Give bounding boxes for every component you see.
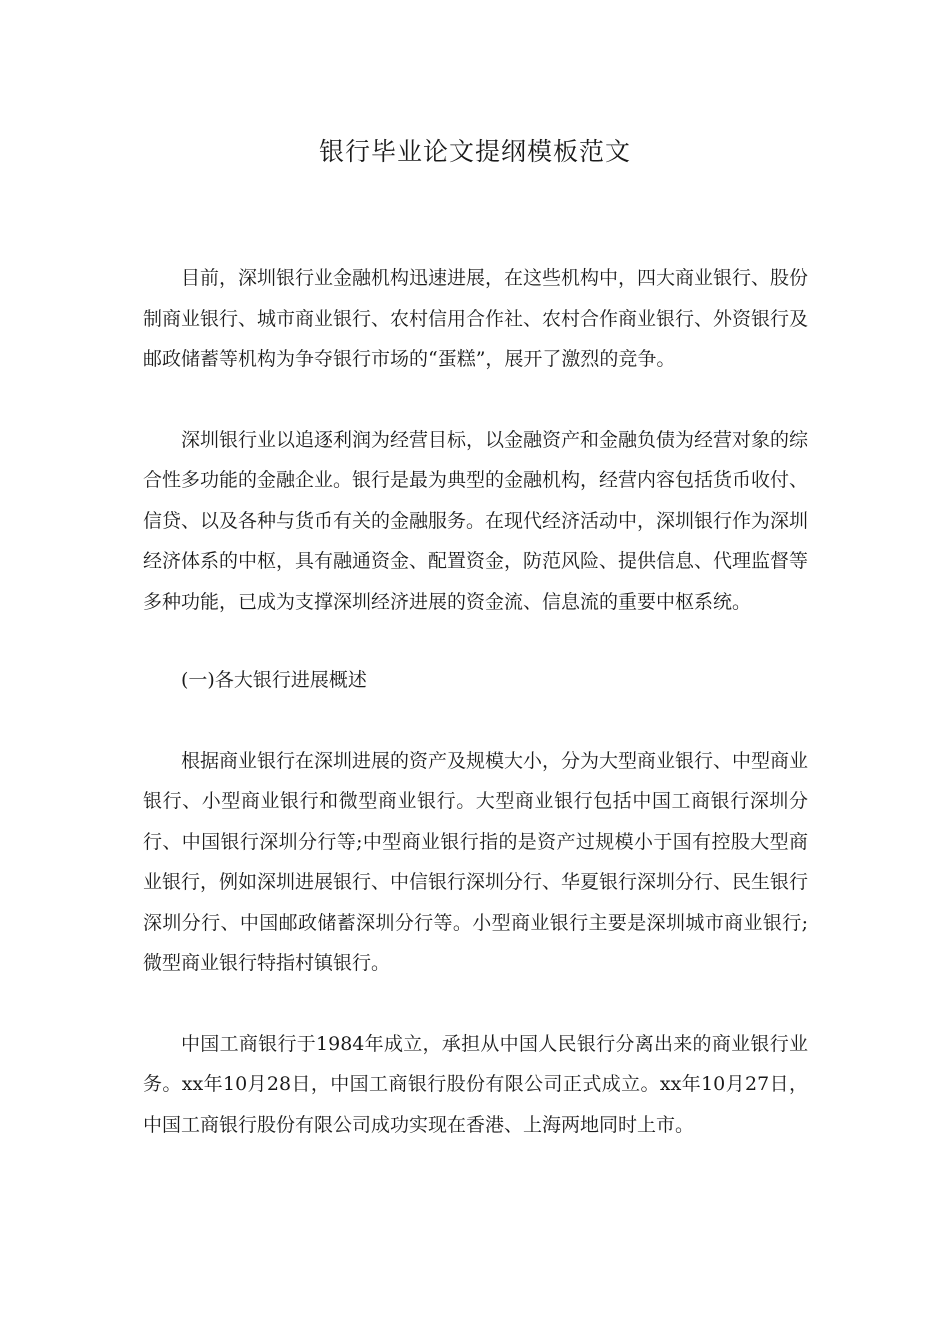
document-title: 银行毕业论文提纲模板范文: [318, 137, 631, 166]
section-heading: (一)各大银行进展概述: [181, 669, 367, 691]
paragraph-intro: 目前，深圳银行业金融机构迅速进展，在这些机构中，四大商业银行、股份制商业银行、城市商业银行、农村信用合作社、农村合作商业银行、外资银行及邮政储蓄等机构为争夺银行市场的“蛋糕”，展开了激烈的竞争。: [143, 267, 809, 370]
paragraph-icbc-history: 中国工商银行于1984年成立，承担从中国人民银行分离出来的商业银行业务。xx年10月28日，中国工商银行股份有限公司正式成立。xx年10月27日，中国工商银行股份有限公司成功实现在香港、上海两地同时上市。: [143, 1032, 808, 1136]
paragraph-bank-overview: 深圳银行业以追逐利润为经营目标，以金融资产和金融负债为经营对象的综合性多功能的金融企业。银行是最为典型的金融机构，经营内容包括货币收付、信贷、以及各种与货币有关的金融服务。在现代经济活动中，深圳银行作为深圳经济体系的中枢，具有融通资金、配置资金，防范风险、提供信息、代理监督等多种功能，已成为支撑深圳经济进展的资金流、信息流的重要中枢系统。: [143, 428, 809, 613]
paragraph-bank-classification: 根据商业银行在深圳进展的资产及规模大小，分为大型商业银行、中型商业银行、小型商业银行和微型商业银行。大型商业银行包括中国工商银行深圳分行、中国银行深圳分行等;中型商业银行指的是资产过规模小于国有控股大型商业银行，例如深圳进展银行、中信银行深圳分行、华夏银行深圳分行、民生银行深圳分行、中国邮政储蓄深圳分行等。小型商业银行主要是深圳城市商业银行;微型商业银行特指村镇银行。: [143, 749, 809, 974]
document-body: [143, 258, 808, 1145]
